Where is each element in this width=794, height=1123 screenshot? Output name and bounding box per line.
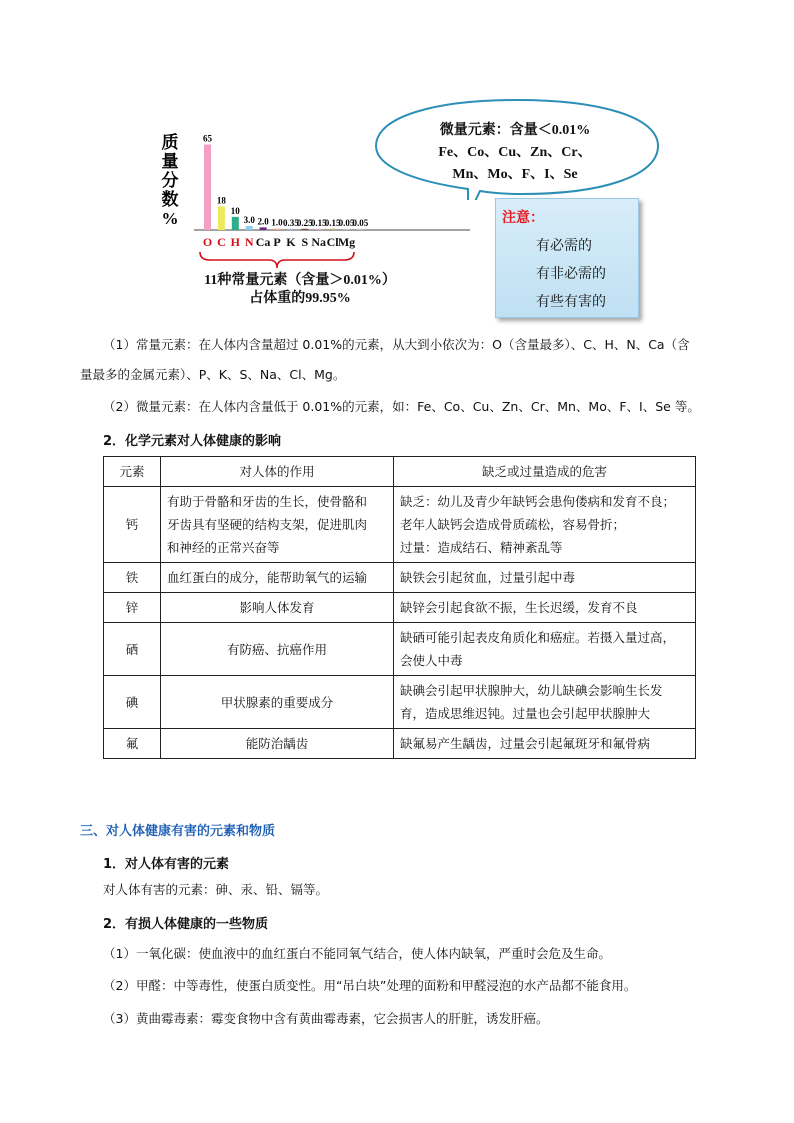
table-row-calcium bbox=[104, 487, 696, 563]
header-harm: 缺乏或过量造成的危害 bbox=[394, 457, 696, 487]
cell-element: 硒 bbox=[104, 623, 161, 676]
harmful-substances-heading: 2．有损人体健康的一些物质 bbox=[103, 917, 269, 932]
health-effects-heading: 2．化学元素对人体健康的影响 bbox=[103, 434, 282, 449]
common-elements-brace bbox=[200, 252, 354, 268]
category-label: S bbox=[301, 235, 309, 249]
category-label: O bbox=[202, 235, 213, 249]
bar-value-label: 0.05 bbox=[338, 217, 355, 228]
section-3-title: 三、对人体健康有害的元素和物质 bbox=[80, 824, 276, 839]
y-axis-label-char: 分 bbox=[161, 171, 179, 190]
cell-element: 钙 bbox=[104, 487, 161, 563]
category-label: C bbox=[217, 235, 226, 249]
y-axis-label-char: 量 bbox=[161, 152, 179, 171]
cell-element: 碘 bbox=[104, 676, 161, 729]
category-label: Na bbox=[311, 235, 327, 249]
cell-effect: 血红蛋白的成分，能帮助氧气的运输 bbox=[161, 563, 394, 593]
macro-element-note bbox=[190, 272, 410, 308]
trace-element-paragraph: （2）微量元素：在人体内含量低于 0.01%的元素，如：Fe、Co、Cu、Zn、Cr、Mn、Mo、F、I、Se 等。 bbox=[103, 399, 700, 414]
bar-value-label: 18 bbox=[216, 195, 226, 206]
substance-carbon-monoxide: （1）一氧化碳：使血液中的血红蛋白不能同氧气结合，使人体内缺氧，严重时会危及生命。 bbox=[103, 946, 611, 961]
category-label: H bbox=[230, 235, 240, 249]
bar-value-label: 1.0 bbox=[271, 217, 283, 228]
harm-line: 老年人缺钙会造成骨质疏松，容易骨折； bbox=[400, 517, 626, 532]
effect-line: 牙齿具有坚硬的结构支架，促进肌肉 bbox=[167, 517, 368, 532]
table-row-selenium bbox=[104, 623, 696, 676]
trace-element-text bbox=[385, 120, 645, 186]
effect-line: 和神经的正常兴奋等 bbox=[167, 540, 280, 555]
cell-effect: 影响人体发育 bbox=[161, 593, 394, 623]
note-line-essential: 有必需的 bbox=[536, 238, 592, 254]
bubble-line1: 微量元素：含量＜0.01% bbox=[439, 123, 591, 138]
cell-harm: 缺锌会引起食欲不振，生长迟缓，发育不良 bbox=[394, 593, 696, 623]
cell-effect: 有防癌、抗癌作用 bbox=[161, 623, 394, 676]
cell-effect: 甲状腺素的重要成分 bbox=[161, 676, 394, 729]
harm-line: 育，造成思维迟钝。过量也会引起甲状腺肿大 bbox=[400, 706, 651, 721]
header-effect: 对人体的作用 bbox=[161, 457, 394, 487]
y-axis-label-char: % bbox=[161, 209, 179, 228]
table-header-row bbox=[104, 457, 696, 487]
bar-Na bbox=[315, 229, 322, 230]
bubble-line3: Mn、Mo、F、I、Se bbox=[452, 167, 578, 182]
table-row-zinc bbox=[104, 593, 696, 623]
cell-element: 铁 bbox=[104, 563, 161, 593]
category-label: P bbox=[273, 235, 281, 249]
header-element: 元素 bbox=[104, 457, 161, 487]
substance-formaldehyde: （2）甲醛：中等毒性，使蛋白质变性。用“吊白块”处理的面粉和甲醛浸泡的水产品都不能食用。 bbox=[103, 978, 637, 993]
note-line-nonessential: 有非必需的 bbox=[536, 266, 606, 282]
bar-S bbox=[301, 229, 308, 230]
bar-value-label: 3.0 bbox=[243, 215, 255, 226]
category-label: K bbox=[286, 235, 296, 249]
bar-Mg bbox=[343, 229, 350, 230]
harmful-elements-text: 对人体有害的元素：砷、汞、铅、镉等。 bbox=[103, 882, 329, 897]
bar-value-label: 10 bbox=[230, 205, 240, 216]
macro-note-line2: 占体重的99.95% bbox=[249, 291, 351, 306]
substance-aflatoxin: （3）黄曲霉毒素：霉变食物中含有黄曲霉毒素，它会损害人的肝脏，诱发肝癌。 bbox=[103, 1011, 549, 1026]
cell-element: 氟 bbox=[104, 729, 161, 759]
cell-harm bbox=[394, 676, 696, 729]
bar-value-label: 0.35 bbox=[283, 217, 299, 228]
bar-value-label: 65 bbox=[203, 133, 212, 144]
table-row-fluorine bbox=[104, 729, 696, 759]
bar-value-label: 0.15 bbox=[324, 217, 341, 228]
category-label: Ca bbox=[255, 235, 271, 249]
note-line-harmful: 有些有害的 bbox=[536, 294, 606, 310]
bar-O bbox=[204, 145, 211, 230]
category-label: N bbox=[244, 235, 254, 249]
bar-value-label: 0.15 bbox=[310, 217, 327, 228]
harm-line: 过量：造成结石、精神紊乱等 bbox=[400, 540, 563, 555]
bar-H bbox=[232, 217, 239, 230]
bar-K bbox=[287, 229, 294, 230]
bar-Ca bbox=[260, 227, 267, 230]
macro-note-line1: 11种常量元素（含量＞0.01%） bbox=[204, 273, 396, 288]
cell-harm bbox=[394, 623, 696, 676]
effect-line: 有助于骨骼和牙齿的生长，使骨骼和 bbox=[167, 494, 368, 509]
bar-extra bbox=[357, 229, 364, 230]
bar-value-label: 2.0 bbox=[257, 216, 269, 227]
cell-effect: 能防治龋齿 bbox=[161, 729, 394, 759]
macro-element-paragraph-line2: 量最多的金属元素）、P、K、S、Na、Cl、Mg。 bbox=[80, 367, 346, 382]
bar-P bbox=[274, 229, 281, 230]
attention-note-box bbox=[495, 198, 639, 318]
bar-value-label: 0.25 bbox=[296, 217, 313, 228]
harm-line: 缺碘会引起甲状腺肿大，幼儿缺碘会影响生长发 bbox=[400, 683, 663, 698]
element-health-table bbox=[103, 456, 696, 759]
y-axis-label-char: 质 bbox=[161, 133, 179, 152]
harm-line: 缺乏：幼儿及青少年缺钙会患佝偻病和发育不良； bbox=[400, 494, 676, 509]
note-title: 注意： bbox=[502, 210, 544, 226]
macro-element-paragraph-line1: （1）常量元素：在人体内含量超过 0.01%的元素，从大到小依次为：O（含量最多）、C、H、N、Ca（含 bbox=[103, 337, 690, 352]
cell-element: 锌 bbox=[104, 593, 161, 623]
bar-C bbox=[218, 206, 225, 230]
bar-Cl bbox=[329, 229, 336, 230]
harm-line: 缺硒可能引起表皮角质化和癌症。若摄入量过高， bbox=[400, 630, 676, 645]
y-axis-label-char: 数 bbox=[161, 190, 179, 209]
table-row-iodine bbox=[104, 676, 696, 729]
bar-N bbox=[246, 226, 253, 230]
cell-effect bbox=[161, 487, 394, 563]
bubble-line2: Fe、Co、Cu、Zn、Cr、 bbox=[438, 145, 592, 160]
harmful-elements-heading: 1．对人体有害的元素 bbox=[103, 857, 230, 872]
cell-harm: 缺铁会引起贫血，过量引起中毒 bbox=[394, 563, 696, 593]
harm-line: 会使人中毒 bbox=[400, 653, 463, 668]
cell-harm: 缺氟易产生龋齿，过量会引起氟斑牙和氟骨病 bbox=[394, 729, 696, 759]
category-label: Cl bbox=[326, 235, 339, 249]
table-row-iron bbox=[104, 563, 696, 593]
bar-value-label: 0.05 bbox=[352, 217, 369, 228]
cell-harm bbox=[394, 487, 696, 563]
category-label: Mg bbox=[337, 235, 356, 249]
